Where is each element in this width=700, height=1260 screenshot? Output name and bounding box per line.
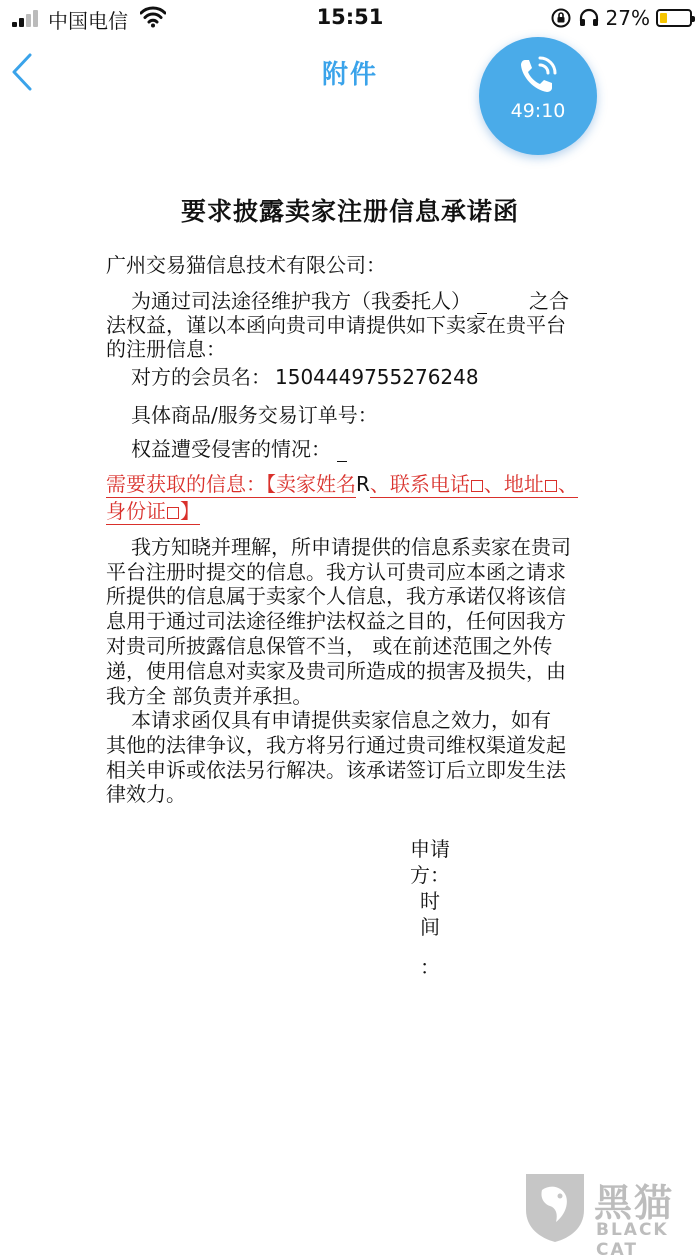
- member-name-label: 对方的会员名：: [131, 365, 271, 389]
- para2-line: 对贵司所披露信息保管不当， 或在前述范围之外传: [106, 634, 553, 658]
- blackcat-logo-icon: [522, 1170, 588, 1244]
- blackcat-watermark: [522, 1170, 700, 1260]
- battery-icon: [656, 9, 692, 27]
- carrier-label: 中国电信: [48, 9, 128, 33]
- order-number-label: 具体商品/服务交易订单号：: [131, 403, 378, 427]
- item-phone: 联系电话: [389, 472, 470, 496]
- status-time: 15:51: [316, 5, 384, 29]
- time-colon: ：: [420, 955, 440, 979]
- phone-call-icon: [516, 53, 560, 97]
- para2-line: 所提供的信息属于卖家个人信息，我方承诺仅将该信: [106, 584, 566, 608]
- para2-line: 息用于通过司法途径维护法权益之目的，任何因我方: [106, 609, 566, 633]
- para1-line1-text: 为通过司法途径维护我方（我委托人）: [131, 289, 471, 313]
- member-name-value: 1504449755276248: [275, 365, 479, 389]
- damage-row: [131, 433, 347, 462]
- call-floating-button[interactable]: [479, 37, 597, 155]
- para2-line: 平台注册时提交的信息。我方认可贵司应本函之请求: [106, 560, 566, 584]
- headphones-icon: [578, 7, 600, 29]
- status-bar: [0, 0, 700, 36]
- required-info-label: 需要获取的信息：: [106, 472, 266, 496]
- para1-line2: 法权益，谨以本函向贵司申请提供如下卖家在贵平台: [106, 313, 566, 337]
- para2-line: 递，使用信息对卖家及贵司所造成的损害及损失，由: [106, 659, 566, 683]
- bracket-open: 【: [266, 472, 276, 496]
- para1-line3: 的注册信息：: [106, 337, 226, 361]
- item-seller-name: 卖家姓名: [276, 472, 356, 496]
- para3-line: 其他的法律争议，我方将另行通过贵司维权渠道发起: [106, 733, 566, 757]
- para3-line: 相关申诉或依法另行解决。该承诺签订后立即发生法: [106, 758, 566, 782]
- para2-line: 我方全 部负责并承担。: [106, 684, 313, 708]
- damage-label: 权益遭受侵害的情况：: [131, 437, 331, 461]
- checkbox-icon: [167, 507, 179, 519]
- para1-line1-end: 之合: [529, 289, 569, 313]
- watermark-cn: 黑猫: [594, 1181, 675, 1225]
- item-id-card: 身份证: [106, 499, 166, 523]
- item-address: 地址: [503, 472, 544, 496]
- checkbox-icon: [471, 480, 483, 492]
- time-label-2: 间: [420, 915, 440, 939]
- required-info-line2: [106, 495, 200, 524]
- para2-line: 我方知晓并理解，所申请提供的信息系卖家在贵司: [131, 535, 571, 559]
- checkbox-icon: [545, 480, 557, 492]
- para3-line: 本请求函仅具有申请提供卖家信息之效力，如有: [131, 708, 551, 732]
- member-name-row: [131, 361, 479, 390]
- separator: 、: [369, 472, 390, 496]
- status-right: [550, 5, 692, 31]
- applicant-label-1: 申请: [410, 837, 450, 861]
- call-timer: 49:10: [510, 100, 566, 122]
- bracket-close: 】: [180, 499, 200, 523]
- battery-percent: 27%: [605, 6, 650, 30]
- check-mark: R: [356, 472, 370, 496]
- separator: 、: [483, 472, 504, 496]
- applicant-label-2: 方：: [410, 863, 450, 887]
- page-title: 附件: [321, 60, 378, 90]
- signature-block: [400, 836, 460, 980]
- required-info-line1: [106, 468, 578, 497]
- para3-line: 律效力。: [106, 782, 186, 806]
- watermark-en: BLACK CAT: [596, 1220, 669, 1260]
- addressee: 广州交易猫信息技术有限公司：: [106, 253, 386, 277]
- time-label-1: 时: [420, 889, 440, 913]
- blank-underline: [337, 445, 347, 462]
- rotation-lock-icon: [550, 7, 572, 29]
- document-title: 要求披露卖家注册信息承诺函: [180, 197, 519, 226]
- separator: 、: [557, 472, 578, 496]
